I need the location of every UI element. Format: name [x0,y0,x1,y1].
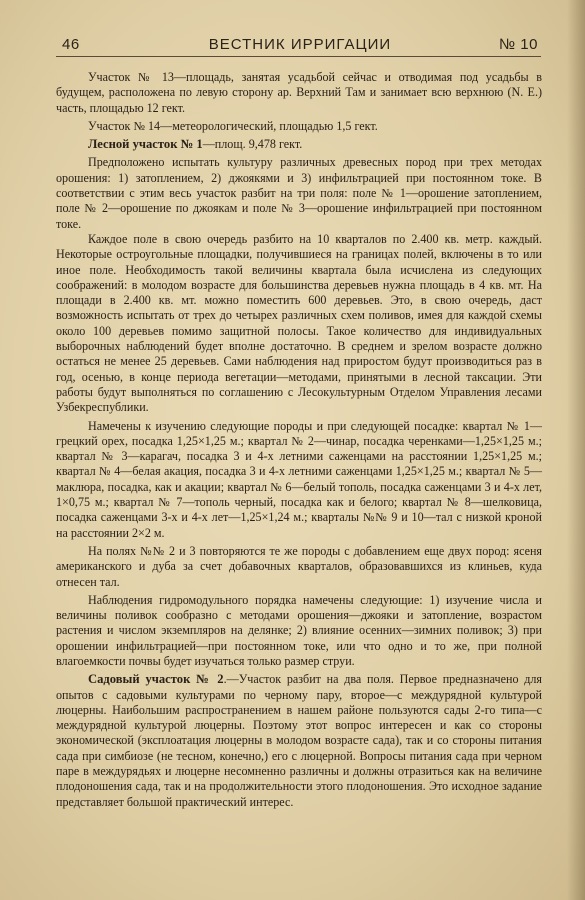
article-body [56,70,542,813]
paragraph-quarters: Каждое поле в свою очередь разбито на 10 кварталов по 2.400 кв. метр. каждый. Некоторые остроугольные площадки, получившиеся на границах полей, включены в то или иное поле. Необходимость такой величины квартала была исчислена из следующих соображений: в молодом возрасте для большинства деревьев нужна площадь в 4 кв. мт. На площади в 2.400 кв. мт. можно поместить 600 деревьев. Это, в свою очередь, даст возможность испытать от трех до четырех различных схем поливов, имея для каждой схемы около 100 деревьев помимо защитной полосы. Такое количество для индивидуальных выборочных наблюдений будет вполне достаточно. В среднем и зрелом возрасте должно остаться не менее 25 деревьев. Сами наблюдения над приростом будут производиться раз в год, осенью, в конце периода вегетации—методами, принятыми в лесной таксации. Эти работы будут выполняться по соглашению с Лесокультурным Отделом Управления лесами Узбекреспублики. [56,231,542,415]
header-rule [56,56,541,57]
section-forest-plot: Лесной участок № 1—площ. 9,478 гект. [88,137,303,152]
page-number: 46 [62,36,80,53]
running-header [62,34,538,56]
section-heading-forest: Лесной участок № 1 [88,137,203,152]
paragraph-species: Намечены к изучению следующие породы и при следующей посадке: квартал № 1—грецкий орех, посадка 1,25×1,25 м.; квартал № 2—чинар, посадка черенками—1,25×1,25 м.; квартал № 3—карагач, посадка 3 и 4-х летними саженцами на расстоянии 1,25×1,25 м.; квартал № 4—белая акация, посадка 3 и 4-х летними саженцами 1,25×1,25 м.; квартал № 5—маклюра, посадка, как и акации; квартал № 6—белый тополь, посадка саженцами 3 и 4-х лет, 1×0,75 м.; квартал № 7—тополь черный, посадка как и белого; квартал № 8—шелковица, посадка саженцами 3-х и 4-х лет—1,25×1,24 м.; кварталы №№ 9 и 10—тал с низкой кроной на расстоянии 2×2 м. [56,418,542,540]
paragraph-plot-13: Участок № 13—площадь, занятая усадьбой сейчас и отводимая под усадьбы в будущем, расположена по левую сторону ар. Верхний Там и занимает всю верхнюю (N. E.) часть, площадью 12 гект. [56,70,542,115]
page-spine-shadow [567,0,585,900]
section-garden-plot: Садовый участок № 2.—Участок разбит на два поля. Первое предназначено для опытов с садовыми культурами по черному пару, второе—с междурядной культурой люцерны. Наибольшим распространением в нашем районе пользуются сады 2-го типа—с междурядной культурой люцерны. Поэтому этот вопрос интересен и как со стороны экономической (эксплоатация люцерны в молодом возрасте сада), так и со стороны питания сада при симбиозе (не тесном, конечно,) его с люцерной. Вопросы питания сада при черном паре в междурядьях и люцерне несомненно различны и должны отразиться как на величине плодоношения сада, так и на продолжительности этого плодоношения. Это исходное задание представляет большой практический интерес. [56,672,542,809]
paragraph-fields-2-3: На полях №№ 2 и 3 повторяются те же породы с добавлением еще двух пород: ясеня американского и дуба за счет добавочных кварталов, образовавшихся из клиньев, куда отнесен тал. [56,543,542,589]
section-heading-garden: Садовый участок № 2 [88,672,224,687]
paragraph-hydromodule: Наблюдения гидромодульного порядка намечены следующие: 1) изучение числа и величины поливок сообразно с методами орошения—джояки и затопление, возрастом растения и числом экземпляров на делянке; 2) влияние осенних—зимних поливок; 3) при орошении инфильтрацией—при постоянном токе, или что одно и то же, при полной влагоемкости почвы будет изучаться только размер струи. [56,592,542,668]
journal-title: ВЕСТНИК ИРРИГАЦИИ [208,36,392,53]
paragraph-irrigation-methods: Предположено испытать культуру различных древесных пород при трех методах орошения: 1) затоплением, 2) джоякями и 3) инфильтрацией при постоянном токе. В соответствии с этим весь участок разбит на три поля: поле № 1—орошение затоплением, поле № 2—орошение по джоякам и поле № 3—орошение инфильтрацией при постоянном токе. [56,155,542,231]
paragraph-plot-14: Участок № 14—метеорологический, площадью 1,5 гект. [88,118,378,133]
issue-number: № 10 [499,36,538,53]
